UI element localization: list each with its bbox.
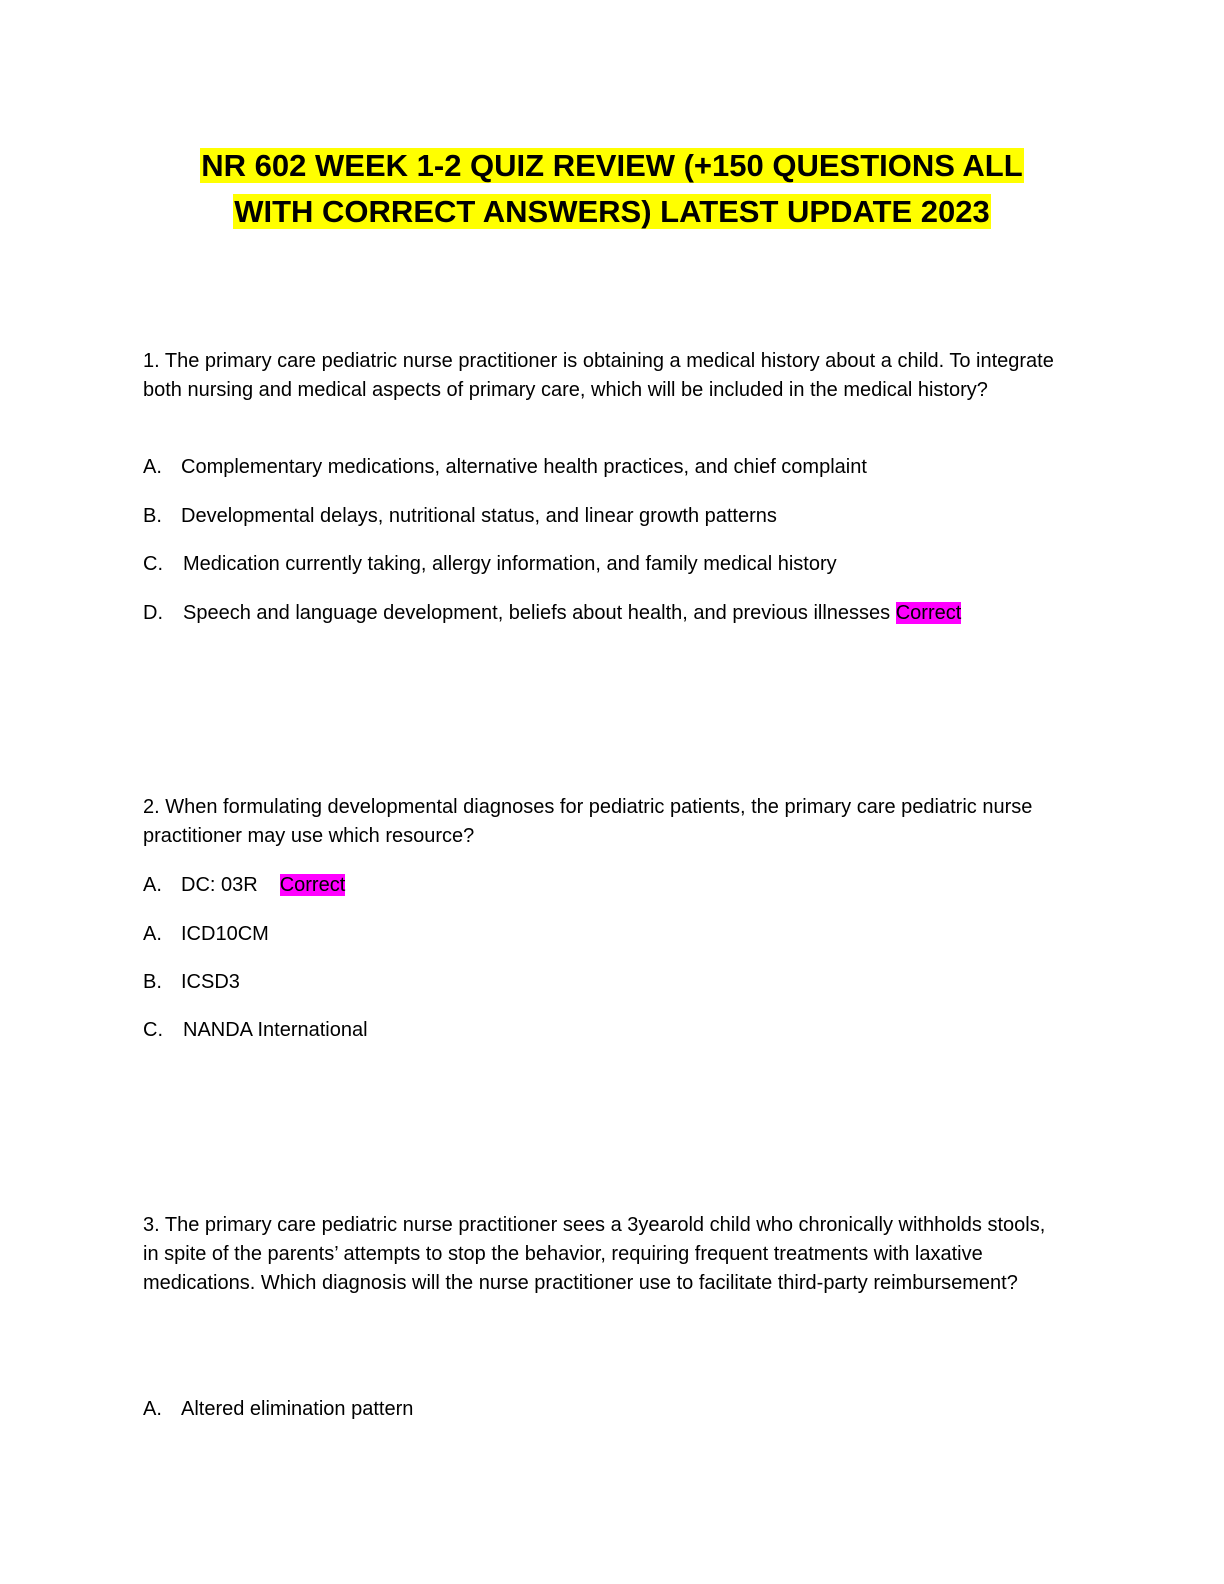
option-text: Medication currently taking, allergy information, and family medical history (183, 553, 837, 575)
option-letter: A. (143, 874, 162, 896)
option-text: ICSD3 (181, 971, 240, 993)
title-line-1: NR 602 WEEK 1-2 QUIZ REVIEW (+150 QUESTIONS ALL (201, 148, 1023, 183)
option-letter: A. (143, 456, 162, 478)
option-text: ICD10CM (181, 923, 269, 945)
question-2-option-a (143, 871, 345, 900)
option-text: NANDA International (183, 1019, 368, 1041)
option-letter: A. (143, 923, 162, 945)
question-1-option-d (143, 599, 961, 628)
question-1-option-a (143, 453, 867, 482)
question-3-text: 3. The primary care pediatric nurse practitioner sees a 3yearold child who chronically withholds stools, in spite of the parents’ attempts to stop the behavior, requiring frequent treatments with laxative medications. Which diagnosis will the nurse practitioner use to facilitate third-party reimbursement? (143, 1214, 1046, 1294)
question-2-option-c (143, 1016, 368, 1045)
option-letter: D. (143, 602, 163, 624)
option-letter: B. (143, 505, 162, 527)
option-letter: A. (143, 1398, 162, 1420)
question-2-option-a2 (143, 920, 269, 949)
option-text: Altered elimination pattern (181, 1398, 414, 1420)
page-title (0, 143, 1224, 235)
question-3-option-a (143, 1395, 413, 1424)
option-letter: C. (143, 1019, 163, 1041)
correct-answer-marker: Correct (895, 602, 962, 624)
title-line-2: WITH CORRECT ANSWERS) LATEST UPDATE 2023 (234, 194, 990, 229)
correct-answer-marker: Correct (279, 874, 346, 896)
question-2-option-b (143, 968, 240, 997)
option-letter: C. (143, 553, 163, 575)
option-text: Developmental delays, nutritional status, and linear growth patterns (181, 505, 777, 527)
question-1-text: 1. The primary care pediatric nurse practitioner is obtaining a medical history about a child. To integrate both nursing and medical aspects of primary care, which will be included in the medical history? (143, 350, 1054, 401)
question-1-option-b (143, 502, 777, 531)
question-2-text: 2. When formulating developmental diagnoses for pediatric patients, the primary care pediatric nurse practitioner may use which resource? (143, 796, 1033, 847)
option-text: DC: 03R (181, 874, 258, 896)
question-1-option-c (143, 550, 837, 579)
option-letter: B. (143, 971, 162, 993)
option-text: Complementary medications, alternative health practices, and chief complaint (181, 456, 867, 478)
option-text: Speech and language development, beliefs about health, and previous illnesses (183, 602, 891, 624)
